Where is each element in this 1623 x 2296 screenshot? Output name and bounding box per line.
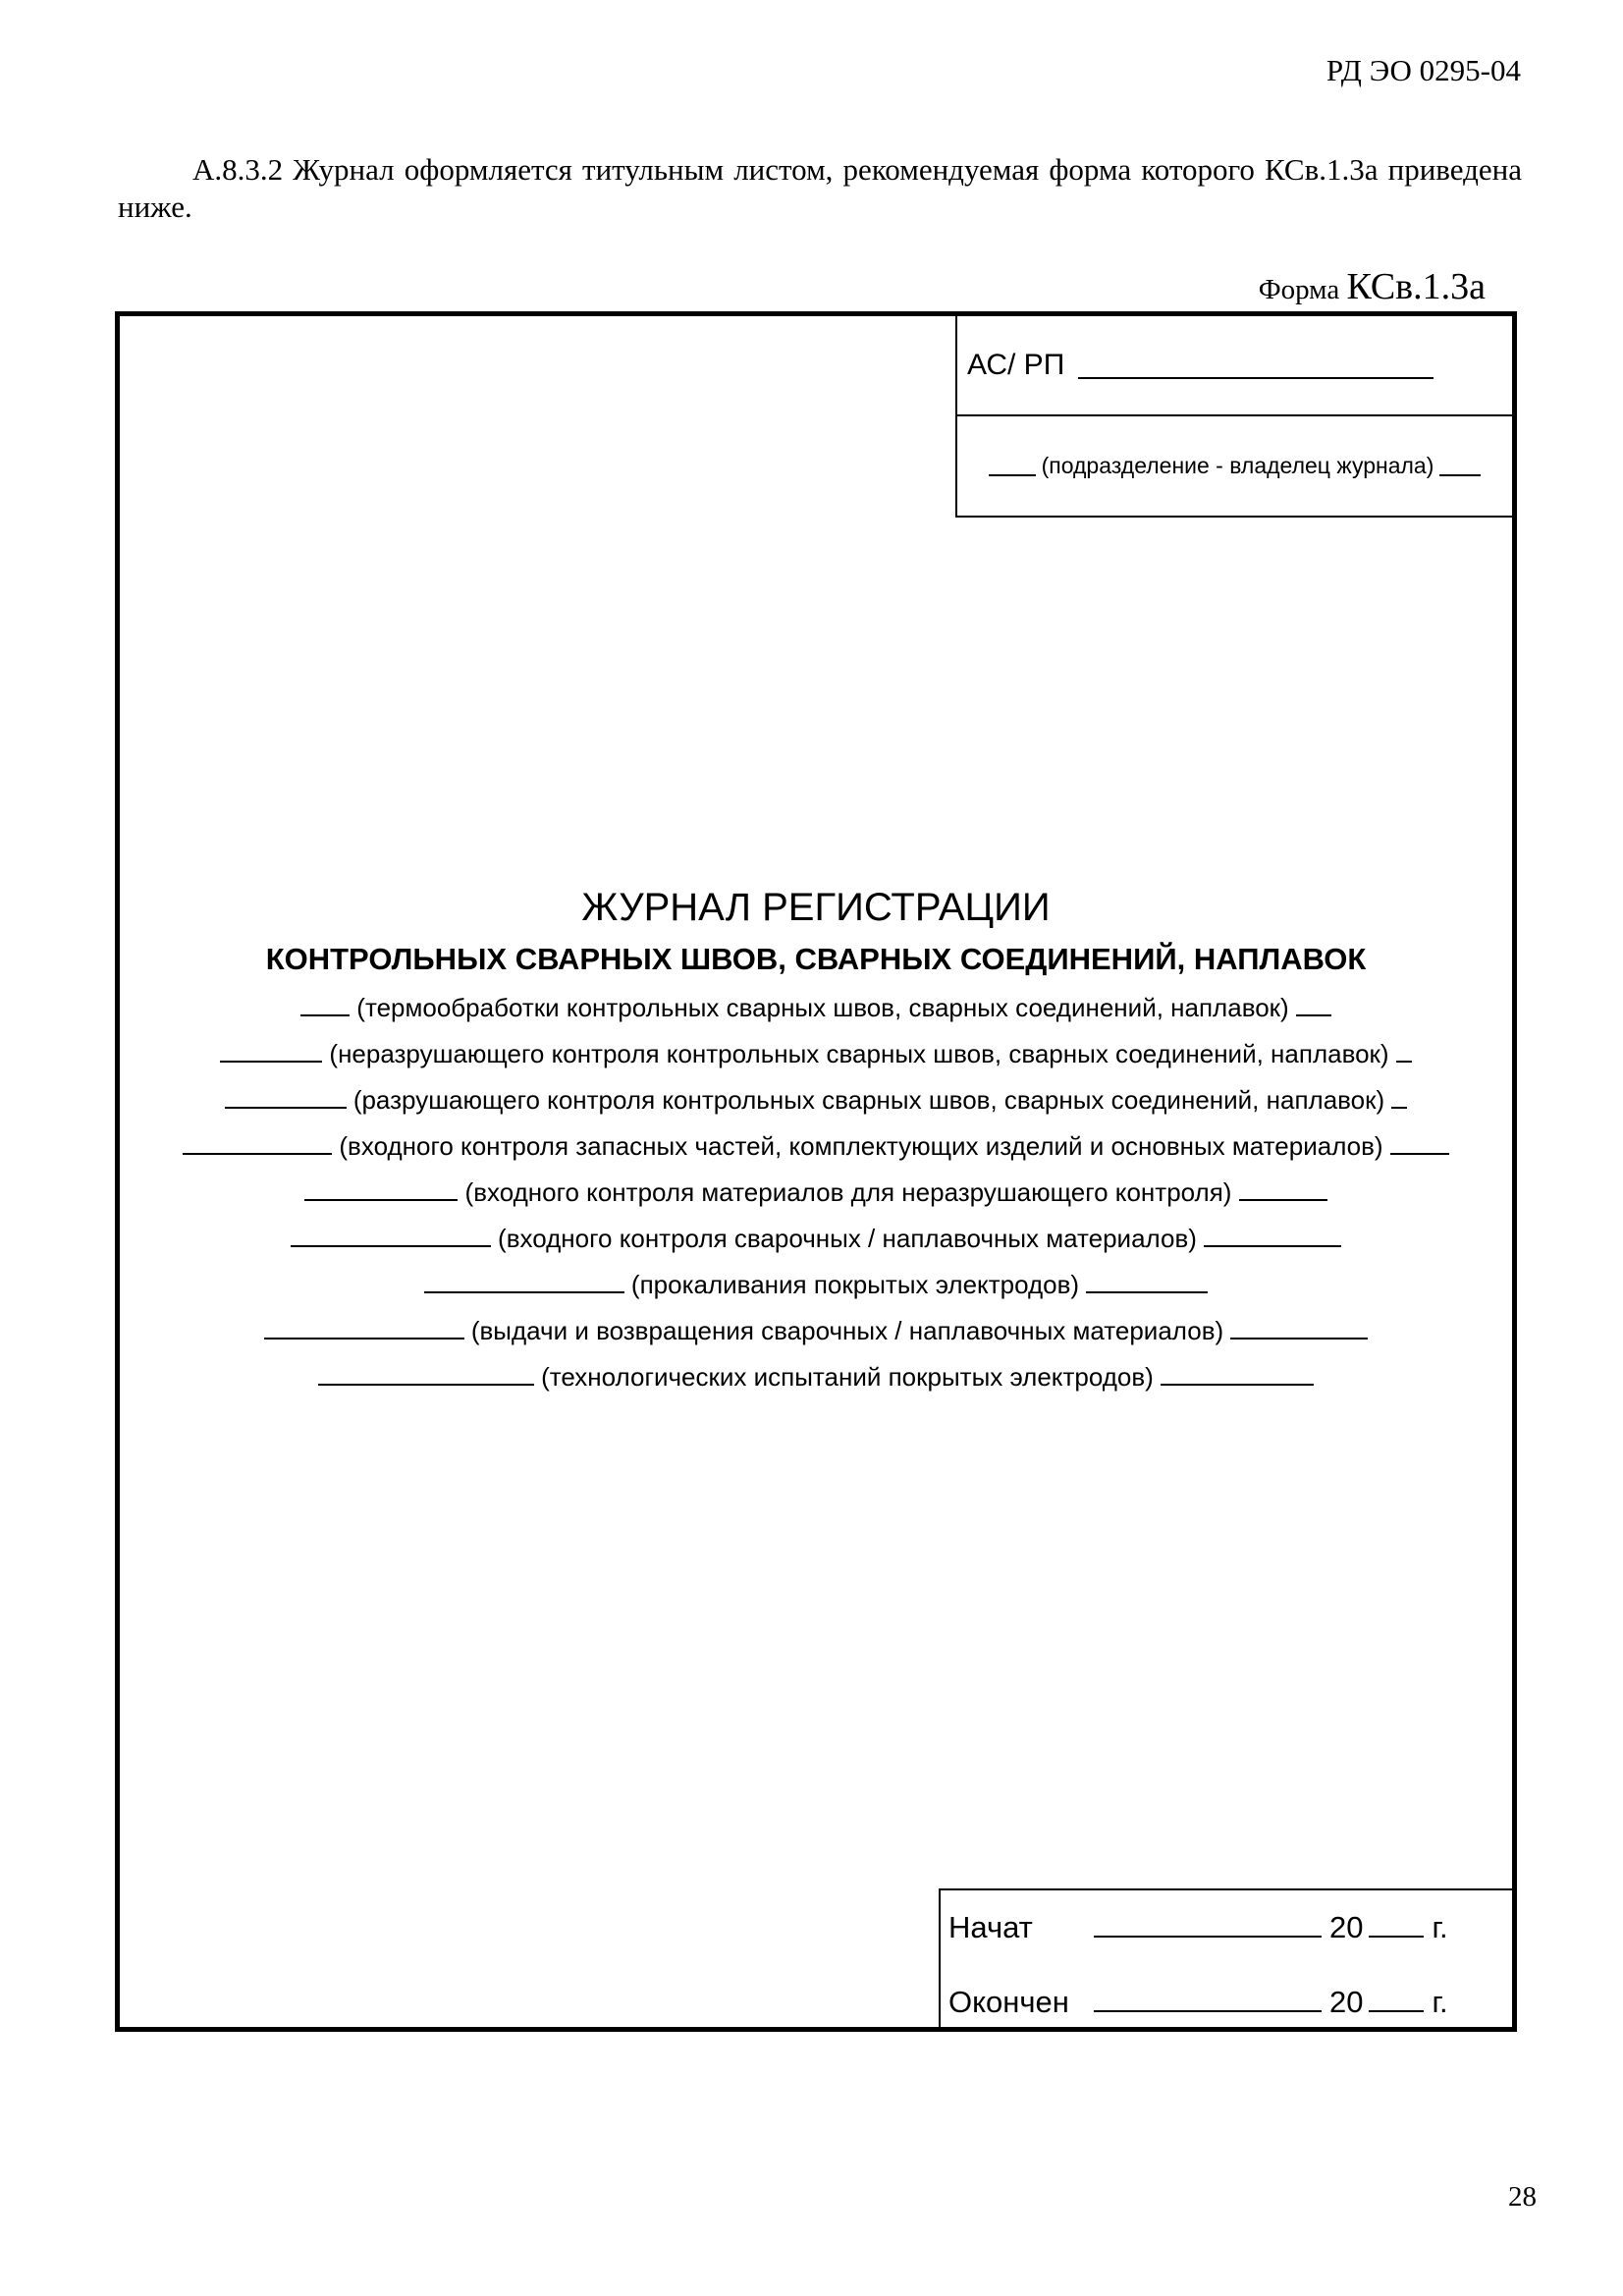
dates-box xyxy=(939,1888,1512,2032)
started-year-suffix: г. xyxy=(1432,1910,1448,1944)
form-code: КСв.1.3а xyxy=(1346,266,1486,307)
finished-row xyxy=(948,1985,1448,2020)
subdivision-row xyxy=(957,416,1512,515)
ac-rp-row xyxy=(957,316,1512,416)
started-date-field[interactable] xyxy=(1094,1912,1322,1938)
finished-year-field[interactable] xyxy=(1369,1987,1424,2012)
finished-year-suffix: г. xyxy=(1432,1985,1448,2019)
subdivision-text: (подразделение - владелец журнала) xyxy=(1041,452,1434,478)
form-frame xyxy=(115,311,1517,2032)
finished-date-field[interactable] xyxy=(1094,1987,1322,2012)
started-year-field[interactable] xyxy=(1369,1912,1424,1938)
journal-type-item: (технологических испытаний покрытых электродов) xyxy=(120,1354,1512,1400)
started-year-prefix: 20 xyxy=(1329,1910,1364,1944)
form-label-prefix: Форма xyxy=(1258,274,1340,305)
ac-rp-field[interactable] xyxy=(1078,352,1434,379)
title-block xyxy=(120,886,1512,1400)
subdivision-line-left xyxy=(989,455,1036,476)
journal-type-item: (входного контроля запасных частей, комплектующих изделий и основных материалов) xyxy=(120,1123,1512,1170)
finished-label: Окончен xyxy=(948,1985,1069,2019)
journal-subtitle: КОНТРОЛЬНЫХ СВАРНЫХ ШВОВ, СВАРНЫХ СОЕДИНЕНИЙ, НАПЛАВОК xyxy=(265,942,1367,976)
journal-type-item: (входного контроля материалов для неразрушающего контроля) xyxy=(120,1170,1512,1216)
journal-type-item: (входного контроля сварочных / наплавочных материалов) xyxy=(120,1216,1512,1262)
ac-rp-label: АС/ РП xyxy=(967,349,1065,381)
journal-type-item: (выдачи и возвращения сварочных / наплавочных материалов) xyxy=(120,1308,1512,1354)
journal-title: ЖУРНАЛ РЕГИСТРАЦИИ xyxy=(581,886,1051,929)
journal-type-item: (термообработки контрольных сварных швов, сварных соединений, наплавок) xyxy=(120,985,1512,1031)
journal-type-item: (разрушающего контроля контрольных сварных швов, сварных соединений, наплавок) xyxy=(120,1077,1512,1123)
intro-paragraph xyxy=(118,151,1522,226)
intro-text: А.8.3.2 Журнал оформляется титульным листом, рекомендуемая форма которого КСв.1.3а приведена ниже. xyxy=(118,152,1522,224)
started-row xyxy=(948,1910,1448,1945)
journal-type-item: (неразрушающего контроля контрольных сварных швов, сварных соединений, наплавок) xyxy=(120,1031,1512,1077)
owner-box xyxy=(955,316,1512,518)
page-number: 28 xyxy=(1508,2181,1537,2213)
subdivision-line-right xyxy=(1439,455,1481,476)
document-code: РД ЭО 0295-04 xyxy=(1325,53,1521,87)
form-label xyxy=(1259,265,1486,308)
started-label: Начат xyxy=(948,1910,1033,1944)
journal-type-item: (прокаливания покрытых электродов) xyxy=(120,1262,1512,1308)
finished-year-prefix: 20 xyxy=(1329,1985,1364,2019)
